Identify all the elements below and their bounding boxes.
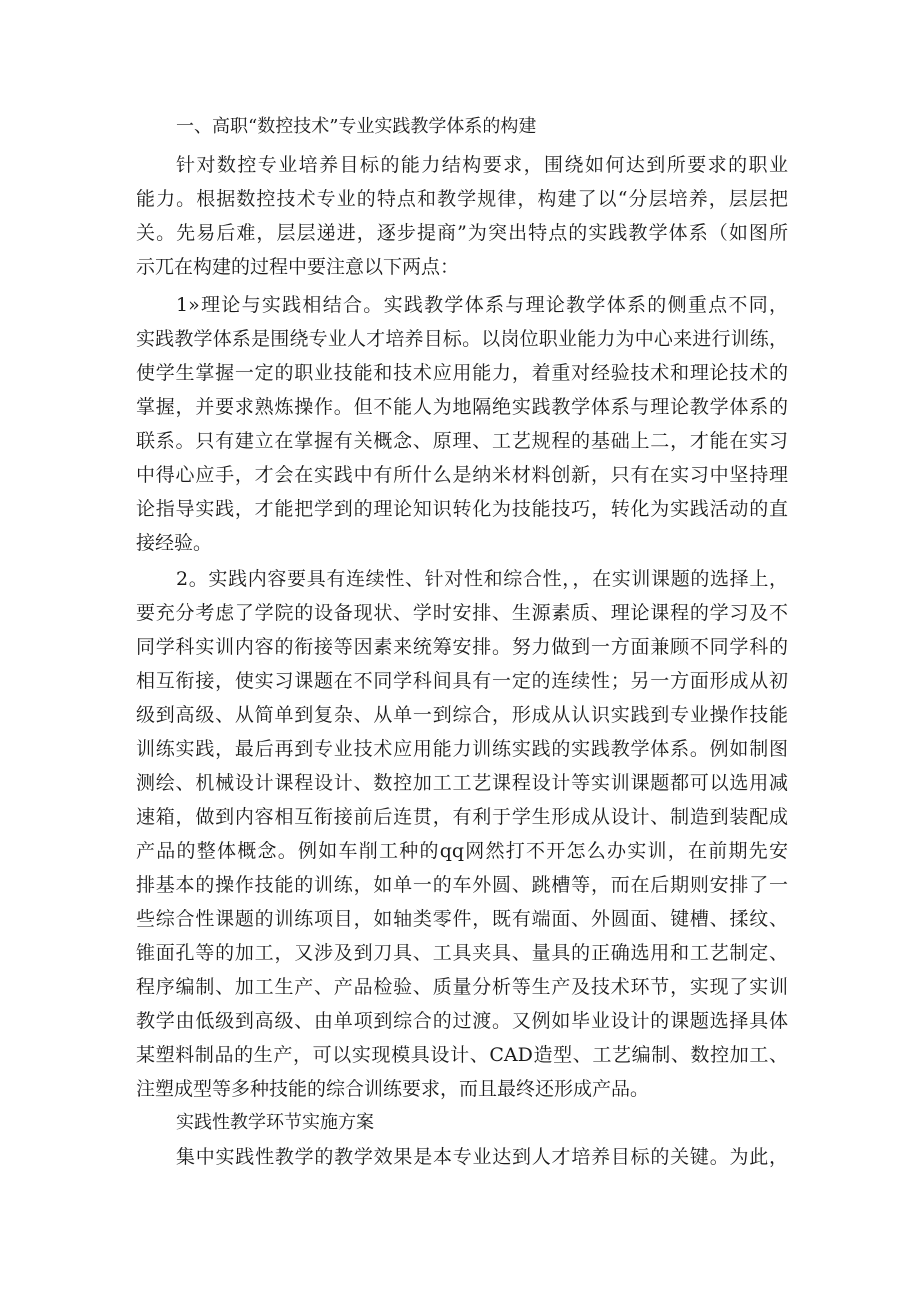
paragraph-line: 程序编制、加工生产、产品检验、质量分析等生产及技术环节，实现了实训: [136, 976, 788, 998]
paragraph-line: 实践教学体系是围绕专业人才培养目标。以岗位职业能力为中心来进行训练，: [136, 328, 788, 350]
paragraph-line: 速箱，做到内容相互衔接前后连贯，有利于学生形成从设计、制造到装配成: [136, 806, 788, 828]
paragraph-line: 掌握，并要求熟炼操作。但不能人为地隔绝实践教学体系与理论教学体系的: [136, 396, 788, 418]
paragraph-line: 接经验。: [136, 532, 213, 554]
paragraph-line: 论指导实践，才能把学到的理论知识转化为技能技巧，转化为实践活动的直: [136, 498, 788, 520]
paragraph-line: 注塑成型等多种技能的综合训练要求，而且最终还形成产品。: [136, 1078, 650, 1100]
paragraph-line: 集中实践性教学的教学效果是本专业达到人才培养目标的关键。为此，: [176, 1146, 788, 1168]
paragraph-line: 锥面孔等的加工，又涉及到刀具、工具夹具、量具的正确选用和工艺制定、: [136, 942, 788, 964]
paragraph-line: 要充分考虑了学院的设备现状、学时安排、生源素质、理论课程的学习及不: [136, 602, 788, 624]
paragraph-line: 测绘、机械设计课程设计、数控加工工艺课程设计等实训课题都可以选用减: [136, 772, 788, 794]
paragraph-line: 联系。只有建立在掌握有关概念、原理、工艺规程的基础上二，才能在实习: [136, 430, 788, 452]
paragraph-line: 训练实践，最后再到专业技术应用能力训练实践的实践教学体系。例如制图: [136, 738, 788, 760]
paragraph-line: 关。先易后难，层层递进，逐步提商”为突出特点的实践教学体系（如图所: [136, 222, 788, 244]
paragraph-line: 教学由低级到高级、由单项到综合的过渡。又例如毕业设计的课题选择具体: [136, 1010, 788, 1032]
paragraph-line: 些综合性课题的训练项目，如轴类零件，既有端面、外圆面、键槽、揉纹、: [136, 908, 788, 930]
subheading: 实践性教学环节实施方案: [176, 1112, 374, 1133]
paragraph-line: 同学科实训内容的衔接等因素来统筹安排。努力做到一方面兼顾不同学科的: [136, 636, 788, 658]
paragraph-line: 中得心应手，才会在实践中有所什么是纳米材料创新，只有在实习中坚持理: [136, 464, 788, 486]
paragraph-line: 产品的整体概念。例如车削工种的qq网然打不开怎么办实训，在前期先安: [136, 840, 788, 862]
paragraph-line: 某塑料制品的生产，可以实现模具设计、CAD造型、工艺编制、数控加工、: [136, 1044, 788, 1066]
paragraph-line: 能力。根据数控技术专业的特点和教学规律，构建了以“分层培养，层层把: [136, 188, 788, 210]
paragraph-line: 针对数控专业培养目标的能力结构要求，围绕如何达到所要求的职业: [176, 154, 788, 176]
paragraph-line: 排基本的操作技能的训练，如单一的车外圆、跳槽等，而在后期则安排了一: [136, 874, 788, 896]
paragraph-line: 使学生掌握一定的职业技能和技术应用能力，着重对经验技术和理论技术的: [136, 362, 788, 384]
paragraph-line: 级到高级、从简单到复杂、从单一到综合，形成从认识实践到专业操作技能: [136, 704, 788, 726]
paragraph-line: 2。实践内容要具有连续性、针对性和综合性，，在实训课题的选择上，: [176, 568, 788, 590]
paragraph-line: 示兀在构建的过程中要注意以下两点：: [136, 256, 460, 278]
paragraph-line: 1»理论与实践相结合。实践教学体系与理论教学体系的侧重点不同，: [176, 294, 788, 316]
section-heading: 一、高职“数控技术”专业实践教学体系的构建: [176, 116, 537, 137]
paragraph-line: 相互衔接，使实习课题在不同学科间具有一定的连续性；另一方面形成从初: [136, 670, 788, 692]
